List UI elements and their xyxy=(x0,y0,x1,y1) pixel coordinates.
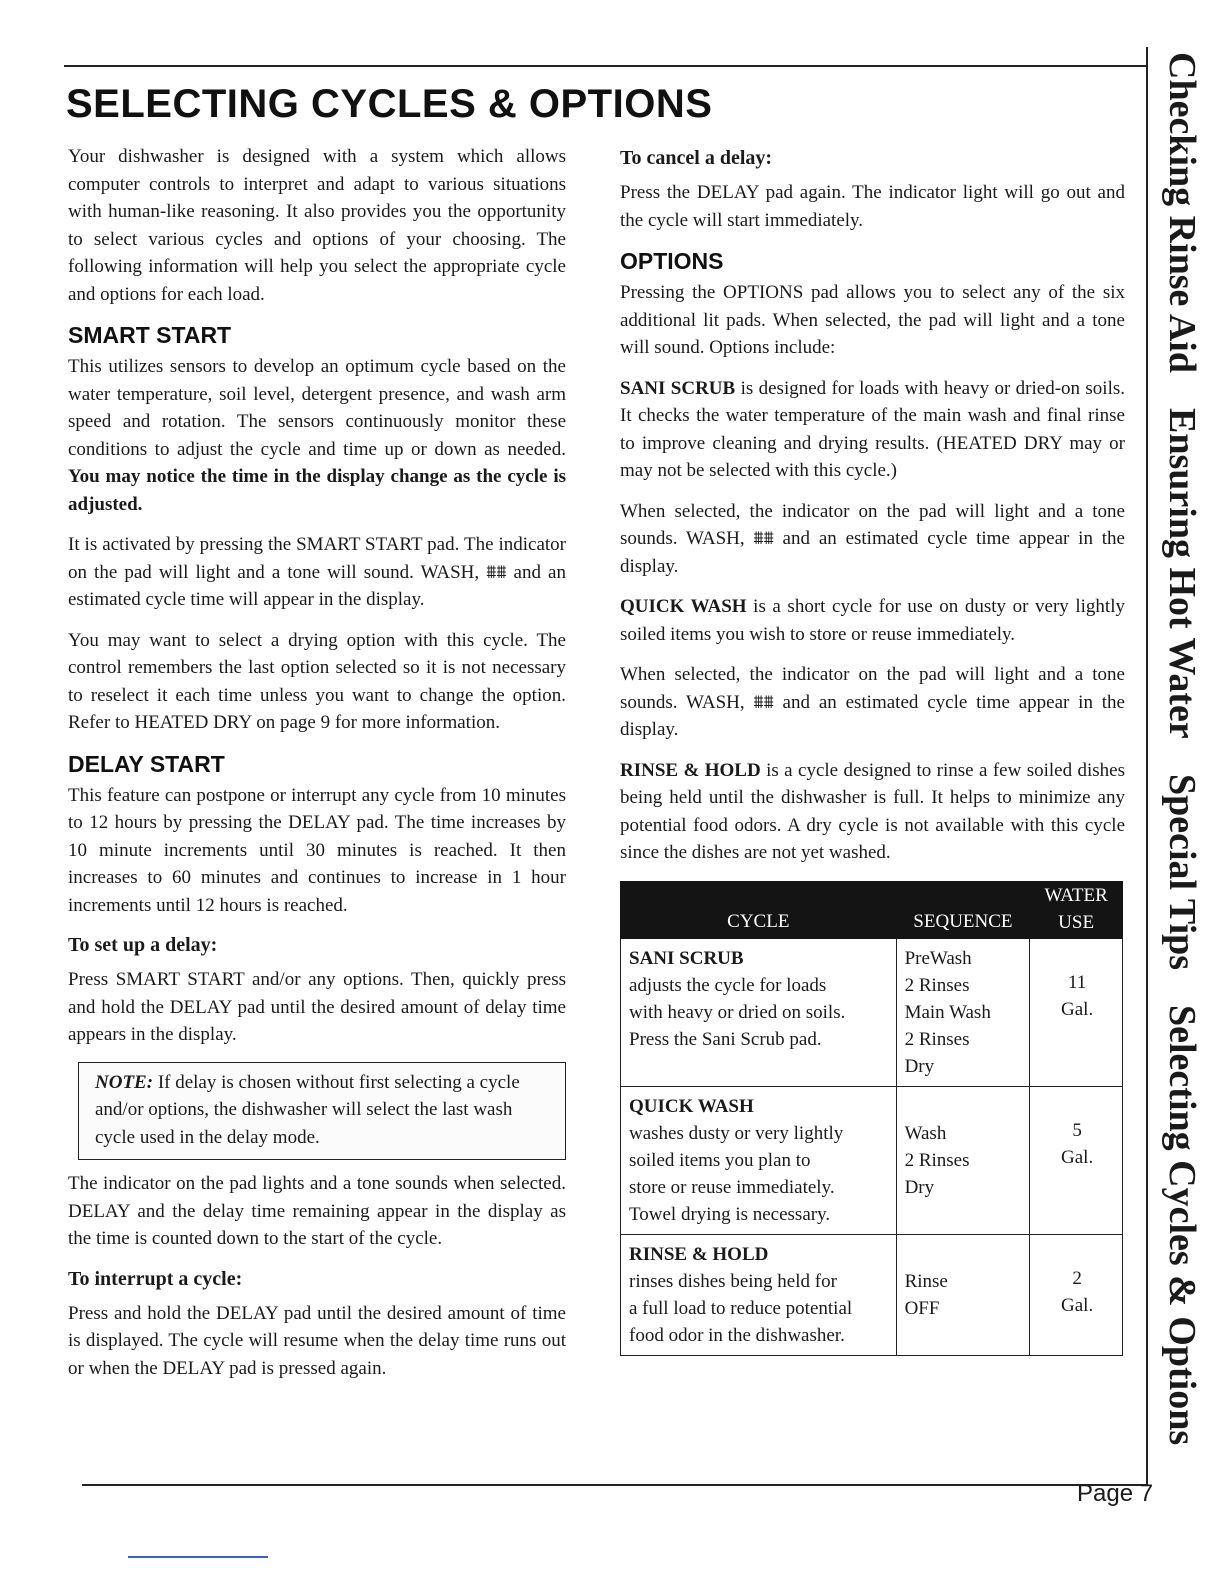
sequence-cell xyxy=(896,1234,1030,1355)
cycle-desc-line: a full load to reduce potential xyxy=(629,1297,853,1319)
side-tab-list xyxy=(1160,52,1204,1480)
quick-wash-paragraph xyxy=(620,593,1125,648)
delay-start-heading: DELAY START xyxy=(68,750,225,777)
water-use-amount: 2 xyxy=(1072,1267,1082,1289)
sequence-step: PreWash xyxy=(904,947,972,969)
cycle-desc-line: adjusts the cycle for loads xyxy=(629,974,827,996)
side-tab-checking-rinse-aid[interactable]: Checking Rinse Aid xyxy=(1161,52,1203,373)
cycle-table xyxy=(620,881,1123,1356)
cycle-cell xyxy=(621,938,897,1086)
interrupt-text: Press and hold the DELAY pad until the desired amount of time is displayed. The cycle will resume when the delay time runs out or when the DELAY pad is pressed again. xyxy=(68,1302,566,1379)
bottom-rule xyxy=(82,1484,1148,1486)
sequence-cell xyxy=(896,938,1030,1086)
sequence-cell xyxy=(896,1086,1030,1234)
rinse-hold-name: RINSE & HOLD xyxy=(620,759,761,781)
right-column xyxy=(620,139,1125,1356)
page-number: Page 7 xyxy=(1077,1480,1154,1507)
interrupt-heading: To interrupt a cycle: xyxy=(68,1267,243,1290)
rinse-hold-text: is a cycle designed to rinse a few soiled dishes being held until the dishwasher is full. It helps to minimize any potential food odors. A dry cycle is not available with this cycle since the dishes are not yet washed. xyxy=(620,759,1126,863)
sequence-step: Dry xyxy=(904,1176,935,1198)
sani-scrub-name: SANI SCRUB xyxy=(620,377,736,399)
options-heading: OPTIONS xyxy=(620,248,724,274)
left-column xyxy=(68,143,566,1395)
cycle-desc-line: washes dusty or very lightly xyxy=(629,1122,844,1144)
smart-start-activation: It is activated by pressing the SMART START pad. The indicator on the pad will light and a tone will sound. WASH, ⩩⩩ and an estimated cycle time will appear in the display. xyxy=(68,534,566,610)
cancel-delay-text: Press the DELAY pad again. The indicator light will go out and the cycle will start immediately. xyxy=(620,182,1125,231)
sani-scrub-selected: When selected, the indicator on the pad will light and a tone sounds. WASH, ⩩⩩ and an estimated cycle time appear in the display. xyxy=(620,500,1125,577)
cycle-desc-line: rinses dishes being held for xyxy=(629,1270,837,1292)
sequence-step: 2 Rinses xyxy=(904,1149,970,1171)
water-use-cell xyxy=(1030,1234,1123,1355)
cycle-cell xyxy=(621,1234,897,1355)
setup-delay-text: Press SMART START and/or any options. Then, quickly press and hold the DELAY pad until the desired amount of delay time appears in the display. xyxy=(68,969,566,1045)
cycle-desc-line: Press the Sani Scrub pad. xyxy=(629,1028,822,1050)
note-label: NOTE: xyxy=(95,1071,154,1093)
side-tab-index xyxy=(1150,52,1210,1445)
cycle-desc-line: store or reuse immediately. xyxy=(629,1176,835,1198)
delay-start-paragraph: This feature can postpone or interrupt any cycle from 10 minutes to 12 hours by pressing the DELAY pad. The time increases by 10 minute increments until 30 minutes is reached. It then increases to 60 minutes and continues to increase in 1 hour increments until 12 hours is reached. xyxy=(68,784,566,916)
table-row xyxy=(621,938,1123,1086)
water-use-unit: Gal. xyxy=(1061,1294,1094,1316)
right-rule xyxy=(1146,47,1148,1484)
quick-wash-selected: When selected, the indicator on the pad will light and a tone sounds. WASH, ⩩⩩ and an estimated cycle time appear in the display. xyxy=(620,664,1125,740)
rinse-hold-paragraph xyxy=(620,757,1125,867)
top-rule xyxy=(64,65,1148,67)
cycle-cell xyxy=(621,1086,897,1234)
cycle-desc-line: soiled items you plan to xyxy=(629,1149,811,1171)
intro-paragraph: Your dishwasher is designed with a system which allows computer controls to interpret and adapt to various situations with human-like reasoning. It also provides you the opportunity to select various cycles and options of your choosing. The following information will help you select the appropriate cycle and options for each load. xyxy=(68,146,566,305)
cycle-name: QUICK WASH xyxy=(629,1095,754,1117)
smart-start-drying-note: You may want to select a drying option with this cycle. The control remembers the last option selected so it is not necessary to reselect it each time unless you want to change the option. Refer to HEATED DRY on page 9 for more information. xyxy=(68,629,566,733)
smart-start-heading: SMART START xyxy=(68,322,232,348)
table-row xyxy=(621,1086,1123,1234)
sequence-step: Main Wash xyxy=(904,1001,991,1023)
water-use-unit: Gal. xyxy=(1061,1146,1094,1168)
header-cycle: CYCLE xyxy=(621,881,897,938)
cycle-desc-line: with heavy or dried on soils. xyxy=(629,1001,846,1023)
sequence-step: Dry xyxy=(904,1055,935,1077)
delay-indicator-text: The indicator on the pad lights and a tone sounds when selected. DELAY and the delay time remaining appear in the display as the time is counted down to the start of the cycle. xyxy=(68,1173,566,1249)
cycle-name: RINSE & HOLD xyxy=(629,1243,769,1265)
water-use-amount: 5 xyxy=(1072,1119,1082,1141)
header-sequence: SEQUENCE xyxy=(896,881,1030,938)
options-text: Pressing the OPTIONS pad allows you to select any of the six additional lit pads. When selected, the pad will light and a tone will sound. Options include: xyxy=(620,282,1125,358)
water-use-cell xyxy=(1030,938,1123,1086)
sequence-step: 2 Rinses xyxy=(904,974,970,996)
link-underline xyxy=(128,1556,268,1558)
table-header-row xyxy=(621,881,1123,938)
sequence-step: Wash xyxy=(904,1122,947,1144)
cycle-desc-line: food odor in the dishwasher. xyxy=(629,1324,845,1346)
water-use-unit: Gal. xyxy=(1061,998,1094,1020)
note-text: If delay is chosen without first selecting a cycle and/or options, the dishwasher will select the last wash cycle used in the delay mode. xyxy=(95,1071,520,1148)
sani-scrub-paragraph xyxy=(620,375,1125,485)
page-title: SELECTING CYCLES & OPTIONS xyxy=(66,82,713,126)
cancel-delay-heading: To cancel a delay: xyxy=(620,147,773,169)
side-tab-ensuring-hot-water[interactable]: Ensuring Hot Water xyxy=(1161,407,1203,739)
cycle-name: SANI SCRUB xyxy=(629,947,744,969)
sequence-step: Rinse xyxy=(904,1270,948,1292)
note-box xyxy=(78,1062,566,1161)
water-use-amount: 11 xyxy=(1067,971,1087,993)
note-paragraph xyxy=(95,1069,555,1152)
side-tab-special-tips[interactable]: Special Tips xyxy=(1161,773,1203,970)
quick-wash-name: QUICK WASH xyxy=(620,596,747,617)
sani-scrub-text: is designed for loads with heavy or dried-on soils. It checks the water temperature of the main wash and final rinse to improve cleaning and drying results. (HEATED DRY may or may not be selected with this cycle.) xyxy=(620,377,1125,481)
smart-start-bold-note: You may notice the time in the display change as the cycle is adjusted. xyxy=(68,466,566,515)
header-water-use: WATER USE xyxy=(1030,881,1123,938)
cycle-desc-line: Towel drying is necessary. xyxy=(629,1203,831,1225)
smart-start-text: This utilizes sensors to develop an optimum cycle based on the water temperature, soil level, detergent presence, and wash arm speed and rotation. The sensors continuously monitor these conditions to adjust the cycle and time up or down as needed. xyxy=(68,356,566,460)
table-row xyxy=(621,1234,1123,1355)
water-use-cell xyxy=(1030,1086,1123,1234)
quick-wash-text: is a short cycle for use on dusty or very lightly soiled items you wish to store or reuse immediately. xyxy=(620,596,1125,645)
sequence-step: OFF xyxy=(904,1297,940,1319)
side-tab-selecting-cycles[interactable]: Selecting Cycles & Options xyxy=(1161,1004,1203,1445)
sequence-step: 2 Rinses xyxy=(904,1028,970,1050)
smart-start-paragraph xyxy=(68,353,566,518)
setup-delay-heading: To set up a delay: xyxy=(68,934,218,956)
